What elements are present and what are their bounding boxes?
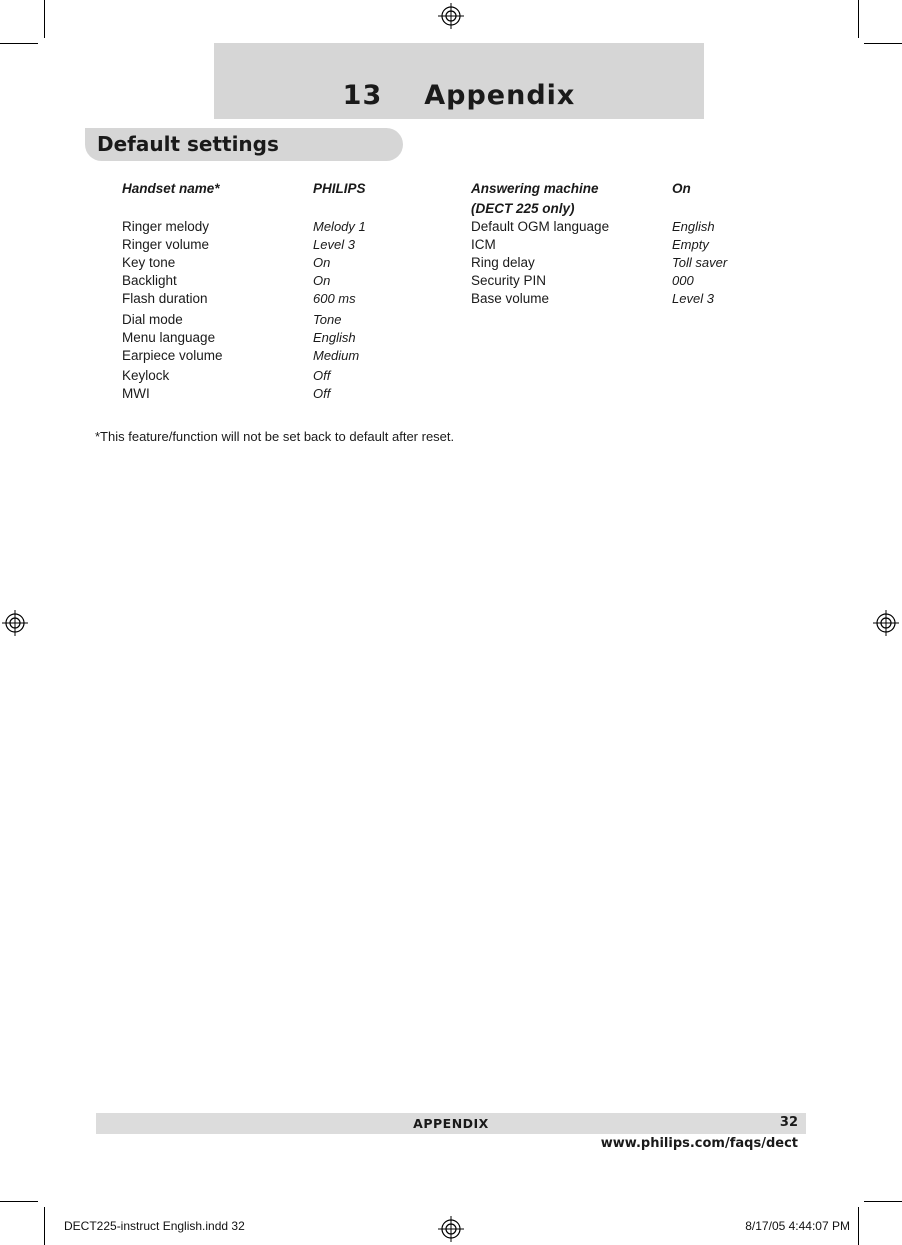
setting-label: Base volume: [471, 291, 550, 306]
setting-label: Ringer volume: [122, 237, 210, 252]
setting-label: Default OGM language: [471, 219, 610, 234]
setting-label: Ringer melody: [122, 219, 210, 234]
setting-value: 600 ms: [313, 291, 356, 306]
footnote: *This feature/function will not be set back to default after reset.: [95, 429, 455, 444]
crop-mark: [858, 1207, 859, 1245]
setting-label: Keylock: [122, 368, 170, 383]
chapter-title: [214, 80, 704, 111]
setting-label: Flash duration: [122, 291, 208, 306]
setting-value: Level 3: [672, 291, 714, 306]
setting-label: Key tone: [122, 255, 176, 270]
crop-mark: [44, 0, 45, 38]
setting-value: Melody 1: [313, 219, 366, 234]
setting-label: MWI: [122, 386, 150, 401]
setting-label: ICM: [471, 237, 496, 252]
setting-value: Off: [313, 386, 331, 401]
setting-value: Medium: [313, 348, 360, 363]
section-title: Default settings: [97, 132, 279, 156]
setting-label: Answering machine: [471, 181, 599, 196]
page-number: 32: [779, 1115, 798, 1130]
setting-label: Backlight: [122, 273, 177, 288]
setting-value: Tone: [313, 312, 342, 327]
setting-value: On: [313, 255, 331, 270]
registration-mark-icon: [873, 610, 899, 636]
setting-label: Earpiece volume: [122, 348, 223, 363]
footer-url-link[interactable]: www.philips.com/faqs/dect: [600, 1136, 798, 1151]
crop-mark: [858, 0, 859, 38]
setting-label: Ring delay: [471, 255, 535, 270]
setting-value: Toll saver: [672, 255, 728, 270]
crop-mark: [0, 43, 38, 44]
setting-label: Security PIN: [471, 273, 547, 288]
section-heading: [85, 128, 403, 161]
setting-value: English: [313, 330, 356, 345]
setting-value: English: [672, 219, 715, 234]
setting-value: Level 3: [313, 237, 355, 252]
setting-value: Off: [313, 368, 331, 383]
setting-label: Menu language: [122, 330, 216, 345]
registration-mark-icon: [438, 3, 464, 29]
setting-label: Dial mode: [122, 312, 183, 327]
crop-mark: [864, 1201, 902, 1202]
footer-section-label: APPENDIX: [413, 1116, 489, 1131]
slug-filename: DECT225-instruct English.indd 32: [64, 1219, 245, 1233]
setting-label: Handset name*: [122, 181, 220, 196]
setting-value: On: [672, 181, 691, 196]
registration-mark-icon: [438, 1216, 464, 1242]
setting-value: On: [313, 273, 331, 288]
crop-mark: [864, 43, 902, 44]
slug-timestamp: 8/17/05 4:44:07 PM: [745, 1219, 850, 1233]
setting-value: Empty: [672, 237, 709, 252]
crop-mark: [0, 1201, 38, 1202]
chapter-title-text: Appendix: [424, 80, 576, 111]
setting-value: PHILIPS: [313, 181, 366, 196]
chapter-number: 13: [342, 80, 383, 111]
registration-mark-icon: [2, 610, 28, 636]
setting-sublabel: (DECT 225 only): [471, 201, 575, 216]
setting-value: 000: [672, 273, 694, 288]
crop-mark: [44, 1207, 45, 1245]
